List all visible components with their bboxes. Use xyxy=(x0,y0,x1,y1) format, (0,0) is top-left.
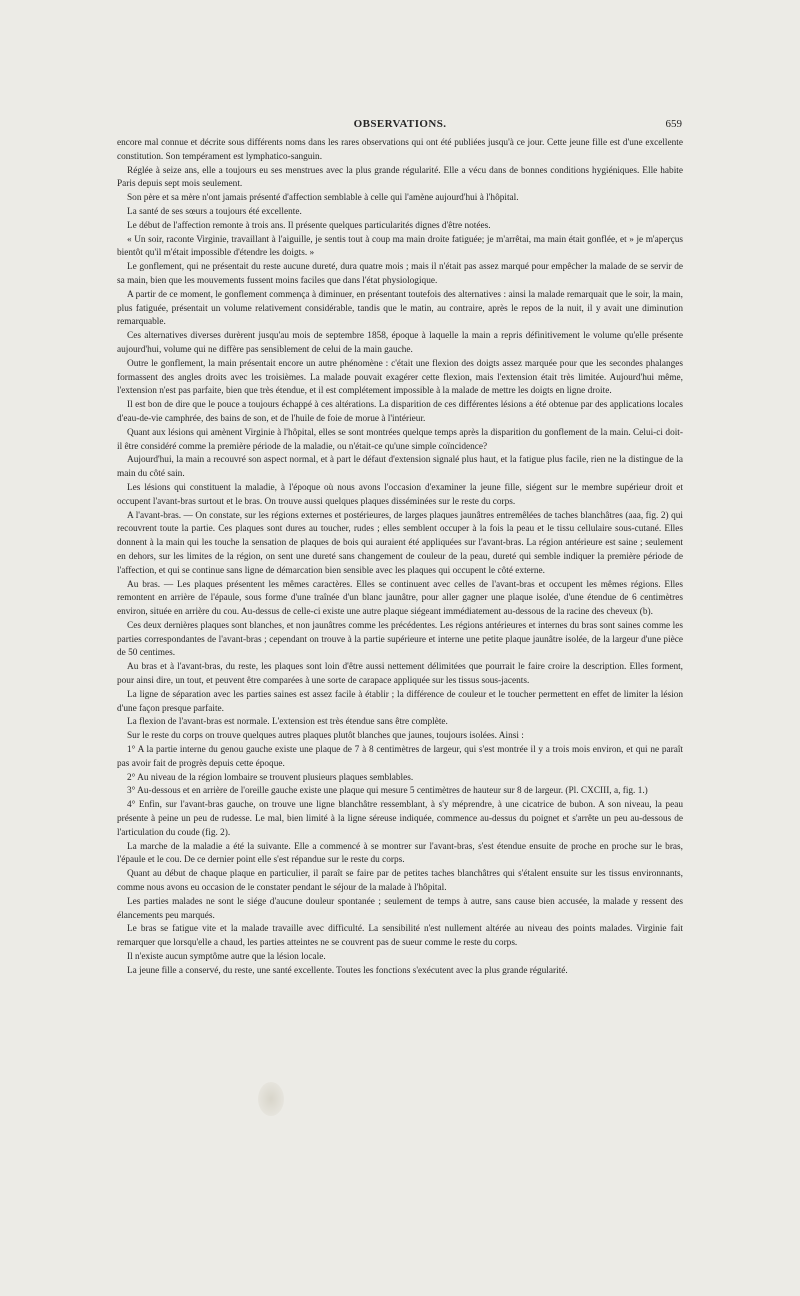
paragraph: Au bras. — Les plaques présentent les mêmes caractères. Elles se continuent avec celles de l'avant-bras et occupent les mêmes régions. Elles remontent en arrière de l'épaule, sous forme d'une traînée d'un blanc jaunâtre, pour aller gagner une plaque isolée, d'une étendue de 6 centimètres environ, située en arrière du cou. Au-dessus de celle-ci existe une autre plaque siégeant immédiatement au-dessous de la racine des cheveux (b). xyxy=(117,579,683,618)
paragraph: Son père et sa mère n'ont jamais présenté d'affection semblable à celle qui l'amène aujourd'hui à l'hôpital. xyxy=(127,193,519,204)
paragraph: « Un soir, raconte Virginie, travaillant à l'aiguille, je sentis tout à coup ma main droite fatiguée; je m'arrêtai, ma main était gonflée, et » je m'aperçus bientôt qu'il m'était impossible d'étendre les doigts. » xyxy=(117,234,683,259)
paragraph: La flexion de l'avant-bras est normale. L'extension est très étendue sans être complète. xyxy=(127,717,448,728)
paragraph: Les lésions qui constituent la maladie, à l'époque où nous avons l'occasion d'examiner la jeune fille, siégent sur le membre supérieur droit et occupent l'avant-bras surtout et le bras. On trouve aussi quelques plaques disséminées sur le reste du corps. xyxy=(117,482,683,507)
body-text xyxy=(117,137,683,979)
paragraph: Aujourd'hui, la main a recouvré son aspect normal, et à part le défaut d'extension signalé plus haut, et la fatigue plus facile, rien ne la distingue de la main du côté sain. xyxy=(117,455,683,480)
paragraph: Quant au début de chaque plaque en particulier, il paraît se faire par de petites taches blanchâtres qui s'étalent ensuite sur les tissus environnants, comme nous avons eu occasion de le constater pendant le séjour de la malade à l'hôpital. xyxy=(117,869,683,894)
paper-stain xyxy=(258,1082,284,1116)
paragraph: Ces deux dernières plaques sont blanches, et non jaunâtres comme les précédentes. Les régions antérieures et internes du bras sont saines comme les parties correspondantes de l'avant-bras ; cependant on trouve à la partie supérieure et interne une petite plaque jaunâtre isolée, de la largeur d'une pièce de 50 centimes. xyxy=(117,620,683,659)
paragraph: Sur le reste du corps on trouve quelques autres plaques plutôt blanches que jaunes, toujours isolées. Ainsi : xyxy=(127,731,524,742)
paragraph: Le gonflement, qui ne présentait du reste aucune dureté, dura quatre mois ; mais il n'était pas assez marqué pour empêcher la malade de se servir de sa main, bien que les mouvements fussent moins faciles que dans l'état physiologique. xyxy=(117,262,683,286)
paragraph: La santé de ses sœurs a toujours été excellente. xyxy=(127,206,302,217)
paragraph: La ligne de séparation avec les parties saines est assez facile à établir ; la différence de couleur et le toucher permettent en effet de limiter la lésion d'une façon presque parfaite. xyxy=(117,689,683,714)
paragraph: 2° Au niveau de la région lombaire se trouvent plusieurs plaques semblables. xyxy=(127,772,414,783)
paragraph: Quant aux lésions qui amènent Virginie à l'hôpital, elles se sont montrées quelque temps après la disparition du gonflement de la main. Celui-ci doit-il être considéré comme la première période de la maladie, ou n'était-ce qu'une simple coïncidence? xyxy=(117,427,683,452)
paragraph: Le bras se fatigue vite et la malade travaille avec difficulté. La sensibilité n'est nullement altérée au niveau des points malades. Virginie fait remarquer que lorsqu'elle a chaud, les parties atteintes ne se couvrent pas de sueur comme le reste du corps. xyxy=(117,924,683,949)
paragraph: Il n'existe aucun symptôme autre que la lésion locale. xyxy=(127,952,326,963)
paragraph: Au bras et à l'avant-bras, du reste, les plaques sont loin d'être aussi nettement délimitées que pourrait le faire croire la description. Elles forment, pour ainsi dire, un tout, et peuvent être comparées à une sorte de carapace appliquée sur les tissus sous-jacents. xyxy=(117,662,683,687)
paragraph: 4° Enfin, sur l'avant-bras gauche, on trouve une ligne blanchâtre ressemblant, à s'y méprendre, à une cicatrice de bubon. A son niveau, la peau présente à peine un peu de rudesse. Le mal, bien limité à la ligne séreuse indiquée, commence au-dessus du poignet et s'arrête un peu au-dessous de l'articulation du coude (fig. 2). xyxy=(117,800,683,838)
paragraph: Réglée à seize ans, elle a toujours eu ses menstrues avec la plus grande régularité. Elle a vécu dans de bonnes conditions hygiéniques. Elle habite Paris depuis sept mois seulement. xyxy=(117,165,683,190)
paragraph: 3° Au-dessous et en arrière de l'oreille gauche existe une plaque qui mesure 5 centimètres de hauteur sur 8 de largeur. (Pl. CXCIII, a, fig. 1.) xyxy=(127,786,648,797)
page-header xyxy=(0,118,800,134)
paragraph: 1° A la partie interne du genou gauche existe une plaque de 7 à 8 centimètres de largeur, qui s'est montrée il y a trois mois environ, et qui ne paraît pas avoir fait de progrès depuis cette époque. xyxy=(117,745,683,769)
paragraph: A partir de ce moment, le gonflement commença à diminuer, en présentant toutefois des alternatives : ainsi la malade remarquait que le soir, la main, plus fatiguée, présentait un volume relativement considérable, tandis que le matin, au contraire, après le repos de la nuit, il y avait une diminution remarquable. xyxy=(117,289,683,328)
paragraph: encore mal connue et décrite sous différents noms dans les rares observations qui ont été publiées jusqu'à ce jour. Cette jeune fille est d'une excellente constitution. Son tempérament est lymphatico-sanguin. xyxy=(117,138,683,162)
page-number: 659 xyxy=(665,118,682,130)
paragraph: Les parties malades ne sont le siége d'aucune douleur spontanée ; seulement de temps à autre, sans cause bien accusée, la malade y ressent des élancements peu marqués. xyxy=(117,896,683,921)
paragraph: La jeune fille a conservé, du reste, une santé excellente. Toutes les fonctions s'exécutent avec la plus grande régularité. xyxy=(127,965,568,976)
paragraph: A l'avant-bras. — On constate, sur les régions externes et postérieures, de larges plaques jaunâtres entremêlées de taches blanchâtres (aaa, fig. 2) qui recouvrent toute la partie. Ces plaques sont dures au toucher, rudes ; elles semblent occuper à la fois la peau et le tissu cellulaire sous-cutané. Elles donnent à la main qui les touche la sensation de plaques de bois qui auraient été appliquées sur l'avant-bras. La région antérieure est saine ; seulement en dehors, sur les limites de la région, on sent une dureté sans changement de couleur de la peau, dureté qui semble indiquer la première période de l'affection, et qui se continue sans ligne de démarcation bien sensible avec les plaques qui occupent le côté externe. xyxy=(117,510,683,576)
paragraph: Ces alternatives diverses durèrent jusqu'au mois de septembre 1858, époque à laquelle la main a repris définitivement le volume qu'elle présente aujourd'hui, volume qui ne diffère pas sensiblement de celui de la main gauche. xyxy=(117,331,683,355)
paragraph: La marche de la maladie a été la suivante. Elle a commencé à se montrer sur l'avant-bras, s'est étendue ensuite de proche en proche sur le bras, l'épaule et le cou. De ce dernier point elle s'est répandue sur le reste du corps. xyxy=(117,841,683,866)
paragraph: Le début de l'affection remonte à trois ans. Il présente quelques particularités dignes d'être notées. xyxy=(127,220,491,231)
paragraph: Il est bon de dire que le pouce a toujours échappé à ces altérations. La disparition de ces différentes lésions a été obtenue par des applications locales d'eau-de-vie camphrée, des bains de son, et de l'huile de foie de morue à l'intérieur. xyxy=(117,400,683,424)
paragraph: Outre le gonflement, la main présentait encore un autre phénomène : c'était une flexion des doigts assez marquée pour que les secondes phalanges formassent des angles droits avec les troisièmes. La malade pouvait exagérer cette flexion, mais l'extension était très limitée. Aujourd'hui même, l'extension n'est pas parfaite, bien que très étendue, et il est complétement impossible à la malade de mettre les doigts en ligne droite. xyxy=(117,358,683,397)
running-title: OBSERVATIONS. xyxy=(353,118,447,130)
